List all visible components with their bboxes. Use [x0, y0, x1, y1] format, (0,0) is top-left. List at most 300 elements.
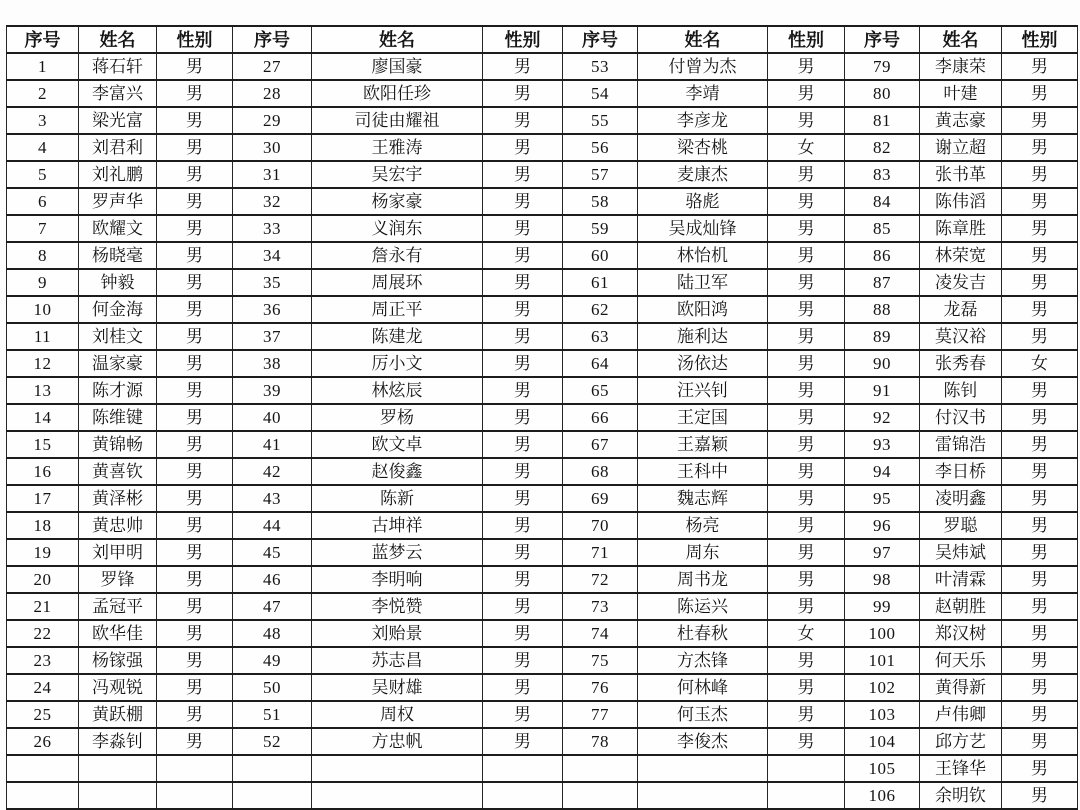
cell-no: 42	[233, 458, 312, 485]
cell-gender: 男	[483, 161, 563, 188]
cell-name: 钟毅	[79, 269, 157, 296]
table-row	[7, 377, 1078, 404]
cell-gender: 男	[157, 458, 233, 485]
cell-name: 廖国豪	[312, 53, 483, 80]
cell-gender: 男	[1002, 161, 1078, 188]
cell-no: 73	[563, 593, 638, 620]
cell-no	[7, 782, 79, 809]
cell-no: 72	[563, 566, 638, 593]
cell-gender: 男	[1002, 80, 1078, 107]
cell-name: 罗杨	[312, 404, 483, 431]
table-row	[7, 647, 1078, 674]
cell-no: 23	[7, 647, 79, 674]
cell-name: 周书龙	[638, 566, 768, 593]
cell-no: 48	[233, 620, 312, 647]
cell-name: 张书革	[920, 161, 1002, 188]
cell-name: 詹永有	[312, 242, 483, 269]
header-name-g4: 姓名	[920, 26, 1002, 53]
cell-name: 付汉书	[920, 404, 1002, 431]
cell-gender: 男	[157, 53, 233, 80]
cell-name	[312, 755, 483, 782]
cell-name: 魏志辉	[638, 485, 768, 512]
cell-name: 吴成灿锋	[638, 215, 768, 242]
cell-name: 周东	[638, 539, 768, 566]
cell-no: 79	[845, 53, 920, 80]
cell-no: 45	[233, 539, 312, 566]
cell-gender: 男	[157, 350, 233, 377]
cell-gender: 男	[483, 134, 563, 161]
cell-name: 刘君利	[79, 134, 157, 161]
cell-gender: 男	[1002, 188, 1078, 215]
cell-name: 陈伟滔	[920, 188, 1002, 215]
cell-gender: 男	[1002, 107, 1078, 134]
cell-gender: 男	[157, 161, 233, 188]
cell-no: 47	[233, 593, 312, 620]
cell-no: 36	[233, 296, 312, 323]
cell-no: 75	[563, 647, 638, 674]
cell-name: 谢立超	[920, 134, 1002, 161]
cell-no: 30	[233, 134, 312, 161]
cell-gender: 男	[1002, 728, 1078, 755]
table-row	[7, 80, 1078, 107]
cell-name: 骆彪	[638, 188, 768, 215]
cell-name: 周展环	[312, 269, 483, 296]
cell-gender: 男	[768, 53, 845, 80]
cell-no: 87	[845, 269, 920, 296]
cell-gender: 男	[483, 728, 563, 755]
cell-no: 18	[7, 512, 79, 539]
cell-no: 90	[845, 350, 920, 377]
cell-no: 65	[563, 377, 638, 404]
cell-name: 赵朝胜	[920, 593, 1002, 620]
cell-no: 97	[845, 539, 920, 566]
cell-name: 李悦赞	[312, 593, 483, 620]
cell-name: 陆卫军	[638, 269, 768, 296]
cell-name: 何林峰	[638, 674, 768, 701]
cell-no: 5	[7, 161, 79, 188]
cell-no: 8	[7, 242, 79, 269]
table-row	[7, 728, 1078, 755]
header-name-g1: 姓名	[79, 26, 157, 53]
cell-no: 41	[233, 431, 312, 458]
cell-gender: 女	[1002, 350, 1078, 377]
cell-gender: 男	[483, 485, 563, 512]
cell-name: 王锋华	[920, 755, 1002, 782]
cell-no: 100	[845, 620, 920, 647]
header-no-g3: 序号	[563, 26, 638, 53]
table-row	[7, 350, 1078, 377]
cell-no: 2	[7, 80, 79, 107]
cell-gender: 男	[1002, 53, 1078, 80]
cell-no: 86	[845, 242, 920, 269]
cell-no: 39	[233, 377, 312, 404]
table-row	[7, 161, 1078, 188]
cell-no: 101	[845, 647, 920, 674]
table-row	[7, 593, 1078, 620]
cell-no: 43	[233, 485, 312, 512]
cell-name: 杨家豪	[312, 188, 483, 215]
cell-no: 38	[233, 350, 312, 377]
cell-name	[638, 782, 768, 809]
cell-name: 欧耀文	[79, 215, 157, 242]
cell-gender: 男	[157, 215, 233, 242]
cell-name: 杨镓强	[79, 647, 157, 674]
cell-gender: 男	[483, 242, 563, 269]
cell-name: 冯观锐	[79, 674, 157, 701]
cell-name: 梁杏桃	[638, 134, 768, 161]
cell-name	[79, 755, 157, 782]
cell-gender: 男	[1002, 566, 1078, 593]
cell-name: 苏志昌	[312, 647, 483, 674]
table-row	[7, 134, 1078, 161]
table-row	[7, 755, 1078, 782]
cell-gender: 男	[1002, 458, 1078, 485]
cell-gender: 男	[157, 566, 233, 593]
cell-gender: 男	[157, 728, 233, 755]
cell-no: 70	[563, 512, 638, 539]
cell-no: 99	[845, 593, 920, 620]
cell-gender: 男	[483, 431, 563, 458]
cell-no: 51	[233, 701, 312, 728]
cell-name: 凌明鑫	[920, 485, 1002, 512]
cell-gender: 女	[768, 620, 845, 647]
cell-gender: 男	[768, 701, 845, 728]
cell-no: 28	[233, 80, 312, 107]
cell-no: 63	[563, 323, 638, 350]
cell-name: 莫汉裕	[920, 323, 1002, 350]
cell-no	[7, 755, 79, 782]
cell-no: 93	[845, 431, 920, 458]
cell-gender: 男	[157, 377, 233, 404]
cell-name: 施利达	[638, 323, 768, 350]
cell-no: 98	[845, 566, 920, 593]
cell-gender: 男	[483, 593, 563, 620]
cell-name: 余明钦	[920, 782, 1002, 809]
cell-no: 52	[233, 728, 312, 755]
cell-name: 刘桂文	[79, 323, 157, 350]
cell-no: 26	[7, 728, 79, 755]
cell-gender: 男	[483, 188, 563, 215]
cell-name: 孟冠平	[79, 593, 157, 620]
cell-gender: 男	[157, 404, 233, 431]
cell-gender: 男	[483, 566, 563, 593]
table-row	[7, 242, 1078, 269]
cell-no: 92	[845, 404, 920, 431]
cell-gender: 男	[157, 620, 233, 647]
table-row	[7, 620, 1078, 647]
cell-name: 李富兴	[79, 80, 157, 107]
cell-no: 77	[563, 701, 638, 728]
cell-gender: 男	[768, 485, 845, 512]
cell-no: 37	[233, 323, 312, 350]
cell-name: 罗锋	[79, 566, 157, 593]
cell-no: 29	[233, 107, 312, 134]
cell-name: 方杰锋	[638, 647, 768, 674]
header-name-g2: 姓名	[312, 26, 483, 53]
cell-gender: 男	[768, 80, 845, 107]
cell-no: 25	[7, 701, 79, 728]
cell-no: 81	[845, 107, 920, 134]
cell-gender: 男	[483, 674, 563, 701]
cell-no: 11	[7, 323, 79, 350]
cell-gender: 男	[768, 269, 845, 296]
cell-gender: 男	[768, 539, 845, 566]
cell-gender: 男	[1002, 242, 1078, 269]
cell-no: 19	[7, 539, 79, 566]
cell-name: 吴宏宇	[312, 161, 483, 188]
cell-no: 27	[233, 53, 312, 80]
cell-gender: 男	[1002, 539, 1078, 566]
cell-gender	[768, 755, 845, 782]
cell-gender: 男	[1002, 593, 1078, 620]
cell-no: 82	[845, 134, 920, 161]
cell-no: 102	[845, 674, 920, 701]
cell-gender: 男	[157, 701, 233, 728]
cell-no: 95	[845, 485, 920, 512]
cell-name: 欧文卓	[312, 431, 483, 458]
header-no-g2: 序号	[233, 26, 312, 53]
cell-name: 何天乐	[920, 647, 1002, 674]
cell-no: 89	[845, 323, 920, 350]
cell-name: 陈章胜	[920, 215, 1002, 242]
table-row	[7, 566, 1078, 593]
cell-gender	[768, 782, 845, 809]
cell-name: 王定国	[638, 404, 768, 431]
cell-name: 黄喜钦	[79, 458, 157, 485]
cell-name: 吴炜斌	[920, 539, 1002, 566]
cell-name: 王嘉颖	[638, 431, 768, 458]
cell-gender	[157, 755, 233, 782]
cell-gender: 男	[483, 296, 563, 323]
cell-gender: 男	[157, 431, 233, 458]
cell-no: 4	[7, 134, 79, 161]
cell-name: 黄跃棚	[79, 701, 157, 728]
cell-no: 40	[233, 404, 312, 431]
cell-name	[638, 755, 768, 782]
cell-no: 74	[563, 620, 638, 647]
cell-gender: 男	[483, 215, 563, 242]
cell-gender: 男	[157, 80, 233, 107]
cell-gender: 男	[1002, 377, 1078, 404]
cell-gender: 男	[157, 269, 233, 296]
cell-gender: 男	[483, 80, 563, 107]
cell-name: 杨晓毫	[79, 242, 157, 269]
cell-name: 周权	[312, 701, 483, 728]
cell-gender: 男	[1002, 620, 1078, 647]
header-name-g3: 姓名	[638, 26, 768, 53]
cell-no	[563, 755, 638, 782]
cell-name: 陈新	[312, 485, 483, 512]
cell-gender: 男	[157, 323, 233, 350]
cell-no: 49	[233, 647, 312, 674]
cell-no: 6	[7, 188, 79, 215]
cell-gender: 男	[157, 134, 233, 161]
cell-no: 21	[7, 593, 79, 620]
cell-gender: 男	[483, 404, 563, 431]
cell-name: 龙磊	[920, 296, 1002, 323]
header-no-g1: 序号	[7, 26, 79, 53]
cell-gender: 男	[483, 701, 563, 728]
cell-gender: 男	[157, 512, 233, 539]
cell-name: 王科中	[638, 458, 768, 485]
cell-name: 黄忠帅	[79, 512, 157, 539]
cell-name: 欧阳任珍	[312, 80, 483, 107]
cell-name: 凌发吉	[920, 269, 1002, 296]
cell-no: 44	[233, 512, 312, 539]
cell-gender: 男	[483, 647, 563, 674]
cell-name: 陈建龙	[312, 323, 483, 350]
cell-gender	[483, 755, 563, 782]
cell-name: 梁光富	[79, 107, 157, 134]
cell-gender: 男	[1002, 755, 1078, 782]
cell-name: 何玉杰	[638, 701, 768, 728]
cell-no: 83	[845, 161, 920, 188]
cell-no: 7	[7, 215, 79, 242]
cell-no: 16	[7, 458, 79, 485]
cell-no: 54	[563, 80, 638, 107]
header-gender-g2: 性别	[483, 26, 563, 53]
cell-no: 91	[845, 377, 920, 404]
cell-no: 96	[845, 512, 920, 539]
cell-gender: 男	[1002, 404, 1078, 431]
cell-no: 10	[7, 296, 79, 323]
cell-gender: 男	[768, 350, 845, 377]
cell-no: 59	[563, 215, 638, 242]
cell-no: 24	[7, 674, 79, 701]
cell-gender: 男	[1002, 485, 1078, 512]
cell-name: 叶建	[920, 80, 1002, 107]
table-row	[7, 107, 1078, 134]
cell-gender: 男	[768, 431, 845, 458]
cell-name: 周正平	[312, 296, 483, 323]
cell-no: 35	[233, 269, 312, 296]
cell-name: 陈钊	[920, 377, 1002, 404]
table-row	[7, 431, 1078, 458]
header-row	[7, 26, 1078, 53]
cell-gender: 男	[483, 269, 563, 296]
cell-no: 80	[845, 80, 920, 107]
table-row	[7, 404, 1078, 431]
cell-gender: 男	[768, 458, 845, 485]
cell-no: 14	[7, 404, 79, 431]
cell-no: 15	[7, 431, 79, 458]
table-body	[7, 53, 1078, 809]
table-row	[7, 782, 1078, 809]
cell-gender: 男	[768, 674, 845, 701]
cell-name: 陈才源	[79, 377, 157, 404]
cell-no: 71	[563, 539, 638, 566]
cell-gender: 男	[483, 323, 563, 350]
cell-name: 黄得新	[920, 674, 1002, 701]
table-row	[7, 323, 1078, 350]
cell-gender: 男	[483, 458, 563, 485]
cell-no: 104	[845, 728, 920, 755]
cell-name: 司徒由耀祖	[312, 107, 483, 134]
table-row	[7, 512, 1078, 539]
cell-gender: 男	[1002, 647, 1078, 674]
cell-name: 李靖	[638, 80, 768, 107]
cell-no: 20	[7, 566, 79, 593]
cell-no: 1	[7, 53, 79, 80]
cell-no	[563, 782, 638, 809]
cell-no: 31	[233, 161, 312, 188]
cell-no: 9	[7, 269, 79, 296]
cell-no: 58	[563, 188, 638, 215]
cell-name: 李明响	[312, 566, 483, 593]
cell-name: 李俊杰	[638, 728, 768, 755]
cell-name: 张秀春	[920, 350, 1002, 377]
cell-no: 88	[845, 296, 920, 323]
cell-no: 57	[563, 161, 638, 188]
cell-name: 蒋石轩	[79, 53, 157, 80]
cell-gender: 男	[768, 404, 845, 431]
cell-no: 46	[233, 566, 312, 593]
cell-gender: 男	[1002, 323, 1078, 350]
cell-name	[312, 782, 483, 809]
cell-no	[233, 782, 312, 809]
cell-gender: 男	[157, 188, 233, 215]
cell-no: 94	[845, 458, 920, 485]
cell-gender: 男	[1002, 296, 1078, 323]
cell-name: 黄志豪	[920, 107, 1002, 134]
cell-gender: 男	[483, 53, 563, 80]
cell-gender: 男	[1002, 512, 1078, 539]
cell-name: 黄锦畅	[79, 431, 157, 458]
cell-no: 61	[563, 269, 638, 296]
table-row	[7, 188, 1078, 215]
cell-name: 方忠帆	[312, 728, 483, 755]
cell-no: 60	[563, 242, 638, 269]
cell-name: 杜春秋	[638, 620, 768, 647]
cell-gender: 男	[1002, 782, 1078, 809]
cell-gender: 男	[768, 215, 845, 242]
cell-no: 50	[233, 674, 312, 701]
cell-gender: 男	[157, 647, 233, 674]
cell-gender: 男	[768, 188, 845, 215]
cell-gender: 男	[768, 647, 845, 674]
cell-name: 邱方艺	[920, 728, 1002, 755]
cell-gender: 男	[157, 107, 233, 134]
cell-no: 76	[563, 674, 638, 701]
table-row	[7, 53, 1078, 80]
cell-no: 78	[563, 728, 638, 755]
cell-name: 杨亮	[638, 512, 768, 539]
cell-no: 12	[7, 350, 79, 377]
cell-name: 林炫辰	[312, 377, 483, 404]
table-row	[7, 701, 1078, 728]
table-row	[7, 674, 1078, 701]
cell-gender: 男	[1002, 674, 1078, 701]
cell-no: 85	[845, 215, 920, 242]
cell-no: 53	[563, 53, 638, 80]
cell-name: 吴财雄	[312, 674, 483, 701]
cell-gender: 男	[1002, 134, 1078, 161]
cell-no: 3	[7, 107, 79, 134]
cell-no: 103	[845, 701, 920, 728]
cell-no: 32	[233, 188, 312, 215]
cell-name: 林怡机	[638, 242, 768, 269]
cell-gender: 男	[768, 242, 845, 269]
cell-gender: 男	[157, 242, 233, 269]
cell-gender: 男	[483, 350, 563, 377]
table-row	[7, 539, 1078, 566]
table-row	[7, 485, 1078, 512]
cell-no: 13	[7, 377, 79, 404]
cell-no: 69	[563, 485, 638, 512]
cell-gender: 男	[768, 512, 845, 539]
cell-name: 陈维键	[79, 404, 157, 431]
cell-no: 55	[563, 107, 638, 134]
